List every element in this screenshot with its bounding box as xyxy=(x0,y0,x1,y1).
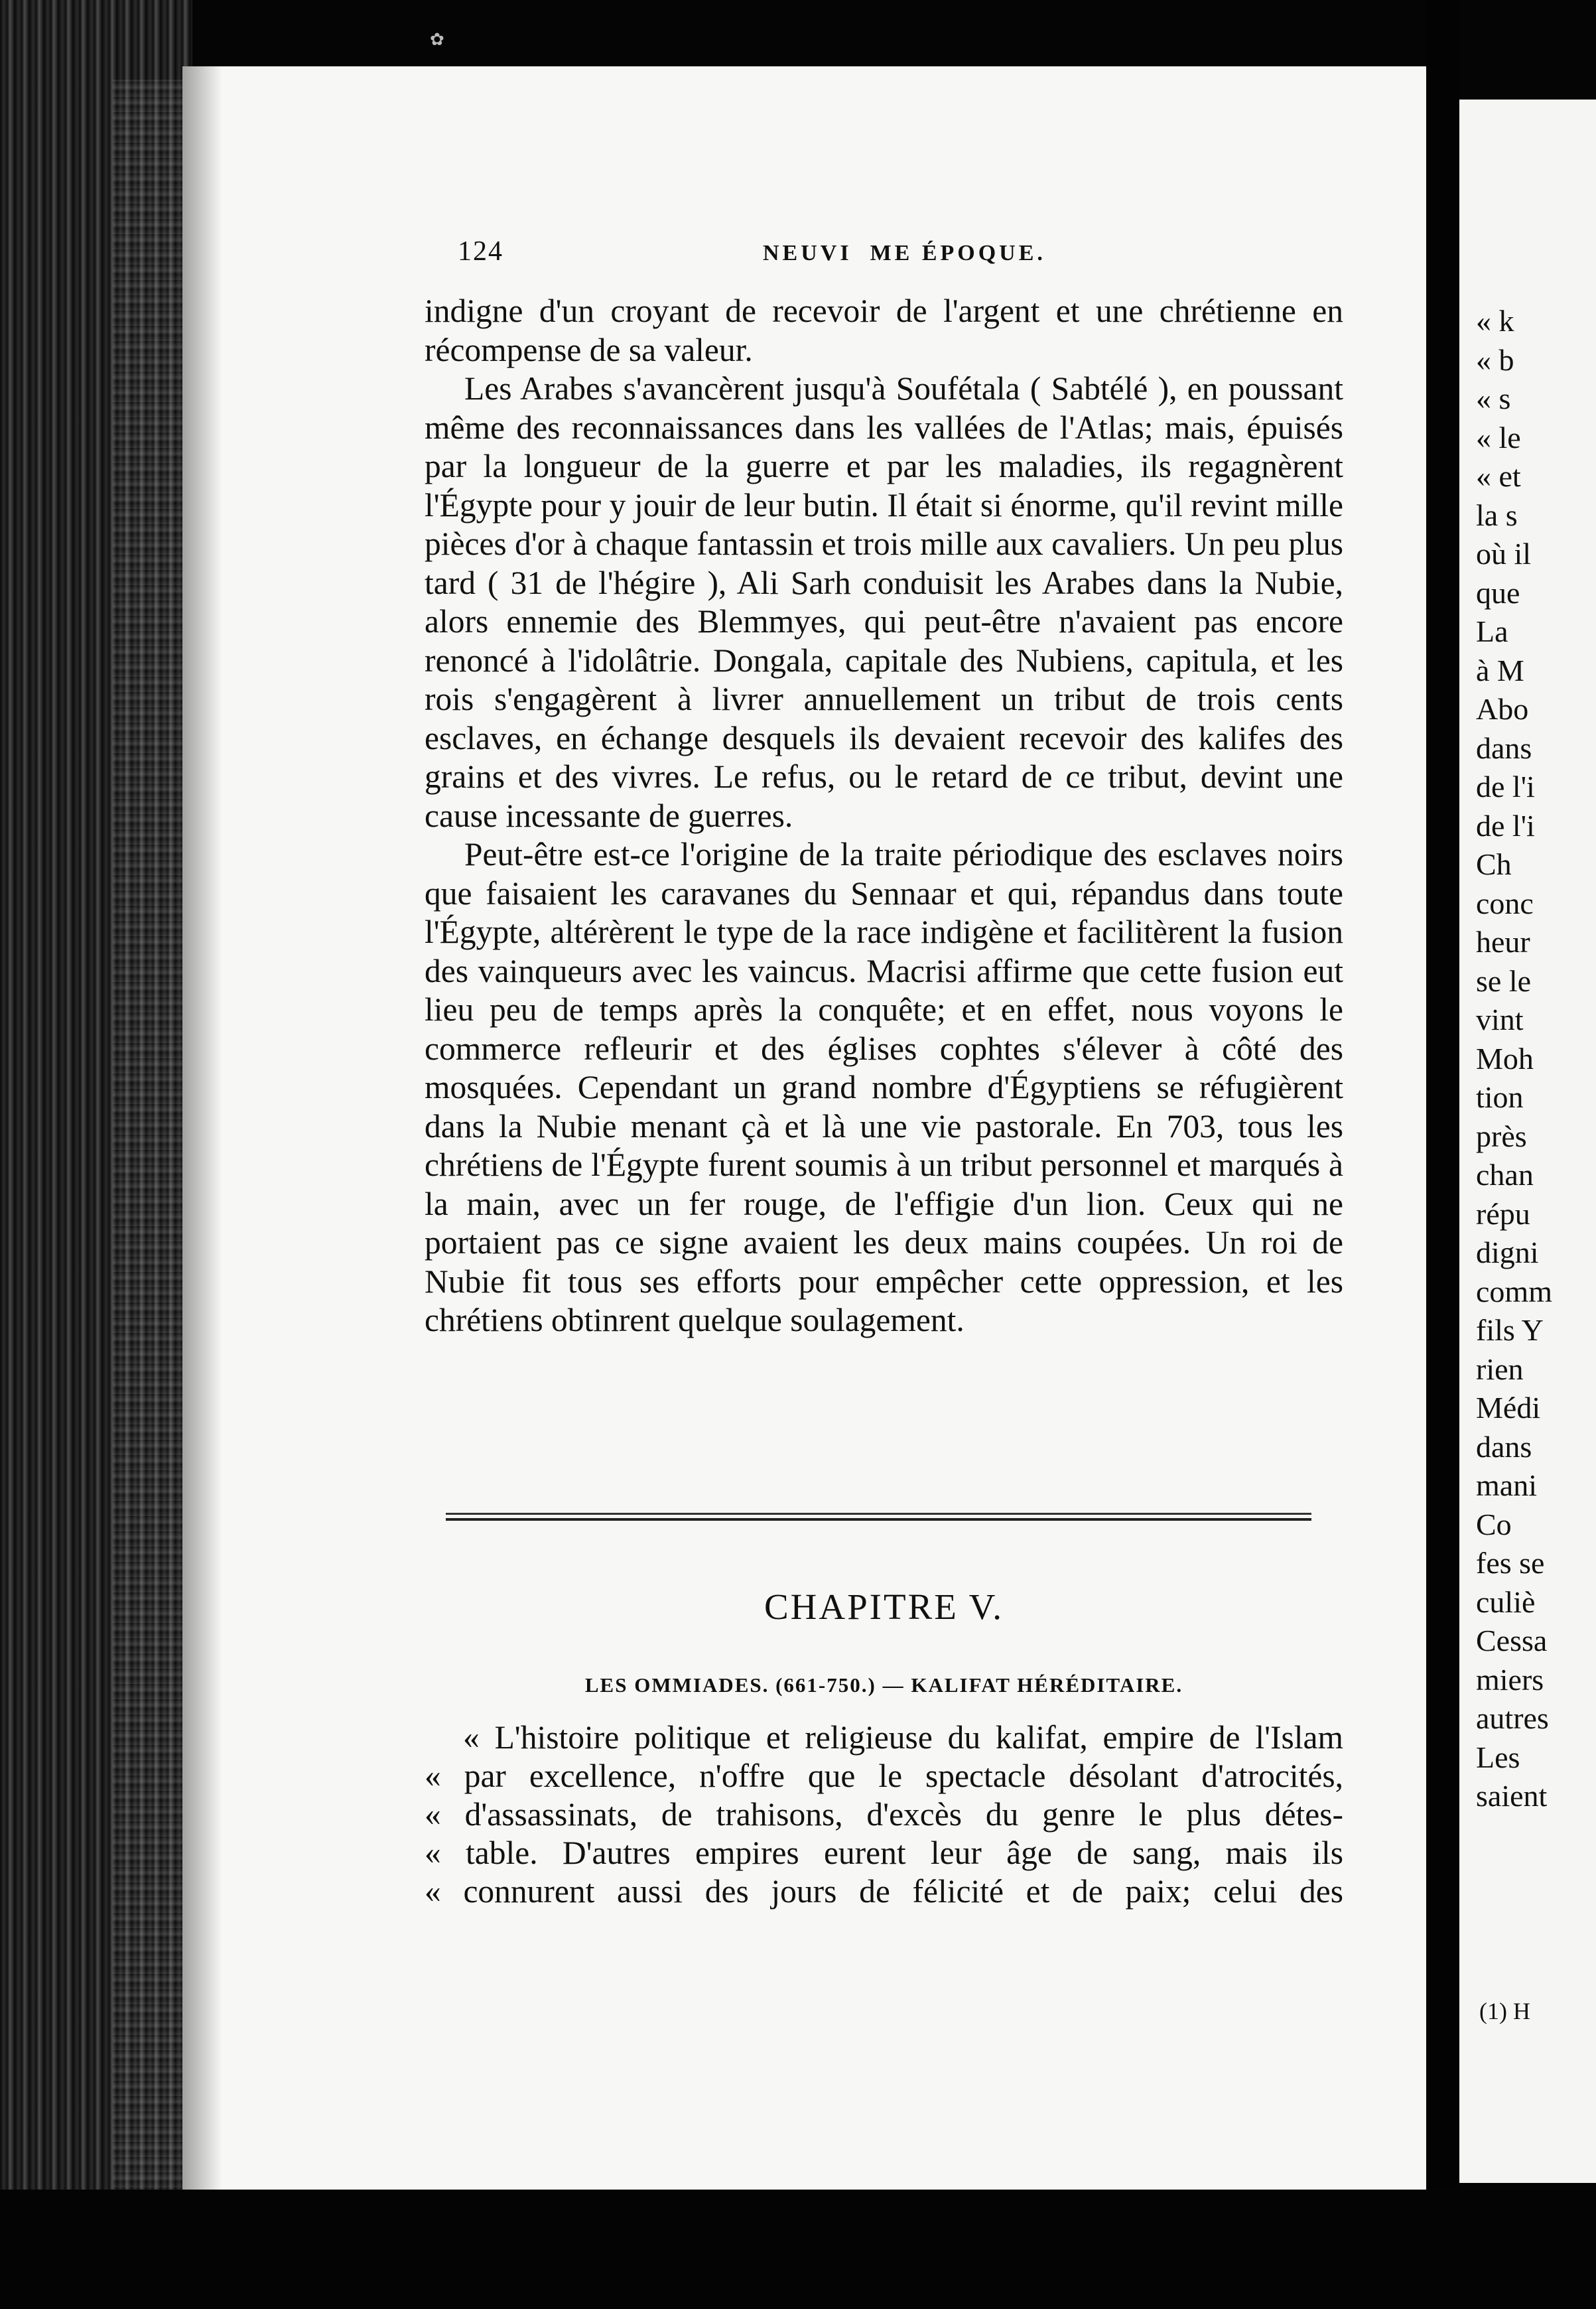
chapter-quote xyxy=(425,1718,1343,1911)
facing-page-line: « et xyxy=(1476,459,1521,493)
facing-page-line: miers xyxy=(1476,1662,1544,1697)
facing-page-line: de l'i xyxy=(1476,770,1535,804)
facing-page-line: conc xyxy=(1476,886,1534,920)
page-shadow xyxy=(182,66,222,2190)
facing-page-line: Moh xyxy=(1476,1041,1534,1076)
facing-page-line: la s xyxy=(1476,498,1518,532)
facing-page-line: Les xyxy=(1476,1740,1520,1774)
facing-page-line: chan xyxy=(1476,1158,1534,1192)
facing-page-line: se le xyxy=(1476,963,1532,998)
facing-page-line: autres xyxy=(1476,1701,1549,1735)
facing-page-line: digni xyxy=(1476,1235,1539,1269)
scan-mark-icon: ✿ xyxy=(430,30,444,49)
paragraph: Les Arabes s'avancèrent jusqu'à Soufétala ( Sabtélé ), en poussant même des reconnaissances dans les vallées de l'Atlas; mais, épuisés par la longueur de la guerre et par les maladies, ils regagnèrent l'Égypte pour y jouir de leur butin. Il était si énorme, qu'il revint mille pièces d'or à chaque fantassin et trois mille aux cavaliers. Un peu plus tard ( 31 de l'hégire ), Ali Sarh conduisit les Arabes dans la Nubie, alors ennemie des Blemmyes, qui peut-être n'avaient pas encore renoncé à l'idolâtrie. Dongala, capitale des Nubiens, capitula, et les rois s'engagèrent à livrer annuellement un tribut de trois cents esclaves, en échange desquels ils devaient recevoir des kalifes des grains et des vivres. Le refus, ou le retard de ce tribut, devint une cause incessante de guerres. xyxy=(425,370,1343,834)
facing-page-line: mani xyxy=(1476,1468,1537,1502)
facing-page-line: Abo xyxy=(1476,692,1529,726)
facing-page-line: Co xyxy=(1476,1507,1512,1541)
quote-line: « L'histoire politique et religieuse du kalifat, empire de l'Islam xyxy=(463,1719,1343,1756)
quote-line: « table. D'autres empires eurent leur âge de sang, mais ils xyxy=(425,1835,1343,1871)
running-head: NEUVI ME ÉPOQUE. xyxy=(763,241,1046,265)
facing-page-line: « le xyxy=(1476,420,1521,455)
facing-page-line: culiè xyxy=(1476,1584,1536,1619)
page-gap xyxy=(1426,0,1459,2309)
facing-page-line: dans xyxy=(1476,731,1532,765)
facing-page-line: Médi xyxy=(1476,1391,1541,1425)
chapter-title: CHAPITRE V. xyxy=(764,1586,1004,1627)
facing-page-line: répu xyxy=(1476,1196,1530,1231)
facing-page-line: « b xyxy=(1476,342,1514,377)
facing-page-line: heur xyxy=(1476,925,1530,959)
spine-texture xyxy=(113,80,192,2203)
facing-page-line: de l'i xyxy=(1476,808,1535,843)
facing-page-line: « s xyxy=(1476,382,1511,415)
facing-page-text xyxy=(1476,302,1596,1816)
body-text xyxy=(425,292,1343,1340)
facing-page-line: vint xyxy=(1476,1003,1524,1036)
quote-line: « par excellence, n'offre que le spectacle désolant d'atrocités, xyxy=(425,1758,1343,1794)
page-number: 124 xyxy=(458,236,503,267)
divider-line xyxy=(446,1513,1311,1515)
facing-page-line: La xyxy=(1476,614,1508,648)
facing-page-line: tion xyxy=(1476,1080,1524,1114)
facing-page-line: rien xyxy=(1476,1352,1524,1386)
section-divider xyxy=(446,1513,1311,1522)
facing-page-line: à M xyxy=(1476,653,1524,687)
chapter-subtitle: LES OMMIADES. (661-750.) — KALIFAT HÉRÉDITAIRE. xyxy=(584,1673,1183,1697)
facing-page-line: où il xyxy=(1476,537,1532,571)
facing-page-line: comm xyxy=(1476,1274,1552,1308)
facing-page-line: que xyxy=(1476,575,1520,610)
quote-line: « connurent aussi des jours de félicité et de paix; celui des xyxy=(425,1873,1343,1910)
facing-page-line: dans xyxy=(1476,1429,1532,1464)
page-header xyxy=(458,236,1340,275)
facing-page-line: Ch xyxy=(1476,847,1512,881)
facing-page-line: près xyxy=(1476,1119,1527,1153)
facing-page-line: fes se xyxy=(1476,1546,1545,1580)
facing-page-line: saient xyxy=(1476,1779,1548,1813)
scan-bottom-border xyxy=(0,2190,1596,2309)
facing-page-line: Cessa xyxy=(1476,1624,1548,1657)
divider-line xyxy=(446,1518,1311,1521)
quote-line: « d'assassinats, de trahisons, d'excès du genre le plus détes- xyxy=(425,1796,1343,1833)
paragraph: indigne d'un croyant de recevoir de l'argent et une chrétienne en récompense de sa valeur. xyxy=(425,293,1343,368)
paragraph: Peut-être est-ce l'origine de la traite périodique des esclaves noirs que faisaient les caravanes du Sennaar et qui, répandus dans toute l'Égypte, altérèrent le type de la race indigène et facilitèrent la fusion des vainqueurs avec les vaincus. Macrisi affirme que cette fusion eut lieu peu de temps après la conquête; et en effet, nous voyons le commerce refleurir et des églises cophtes s'élever à côté des mosquées. Cependant un grand nombre d'Égyptiens se réfugièrent dans la Nubie menant çà et là une vie pastorale. En 703, tous les chrétiens de l'Égypte furent soumis à un tribut personnel et marqués à la main, avec un fer rouge, de l'effigie d'un lion. Ceux qui ne portaient pas ce signe avaient les deux mains coupées. Un roi de Nubie fit tous ses efforts pour empêcher cette oppression, et les chrétiens obtinrent quelque soulagement. xyxy=(425,836,1343,1338)
facing-page-line: « k xyxy=(1476,304,1514,338)
facing-page-footnote: (1) H xyxy=(1479,1998,1530,2024)
facing-page-line: fils Y xyxy=(1476,1313,1544,1347)
